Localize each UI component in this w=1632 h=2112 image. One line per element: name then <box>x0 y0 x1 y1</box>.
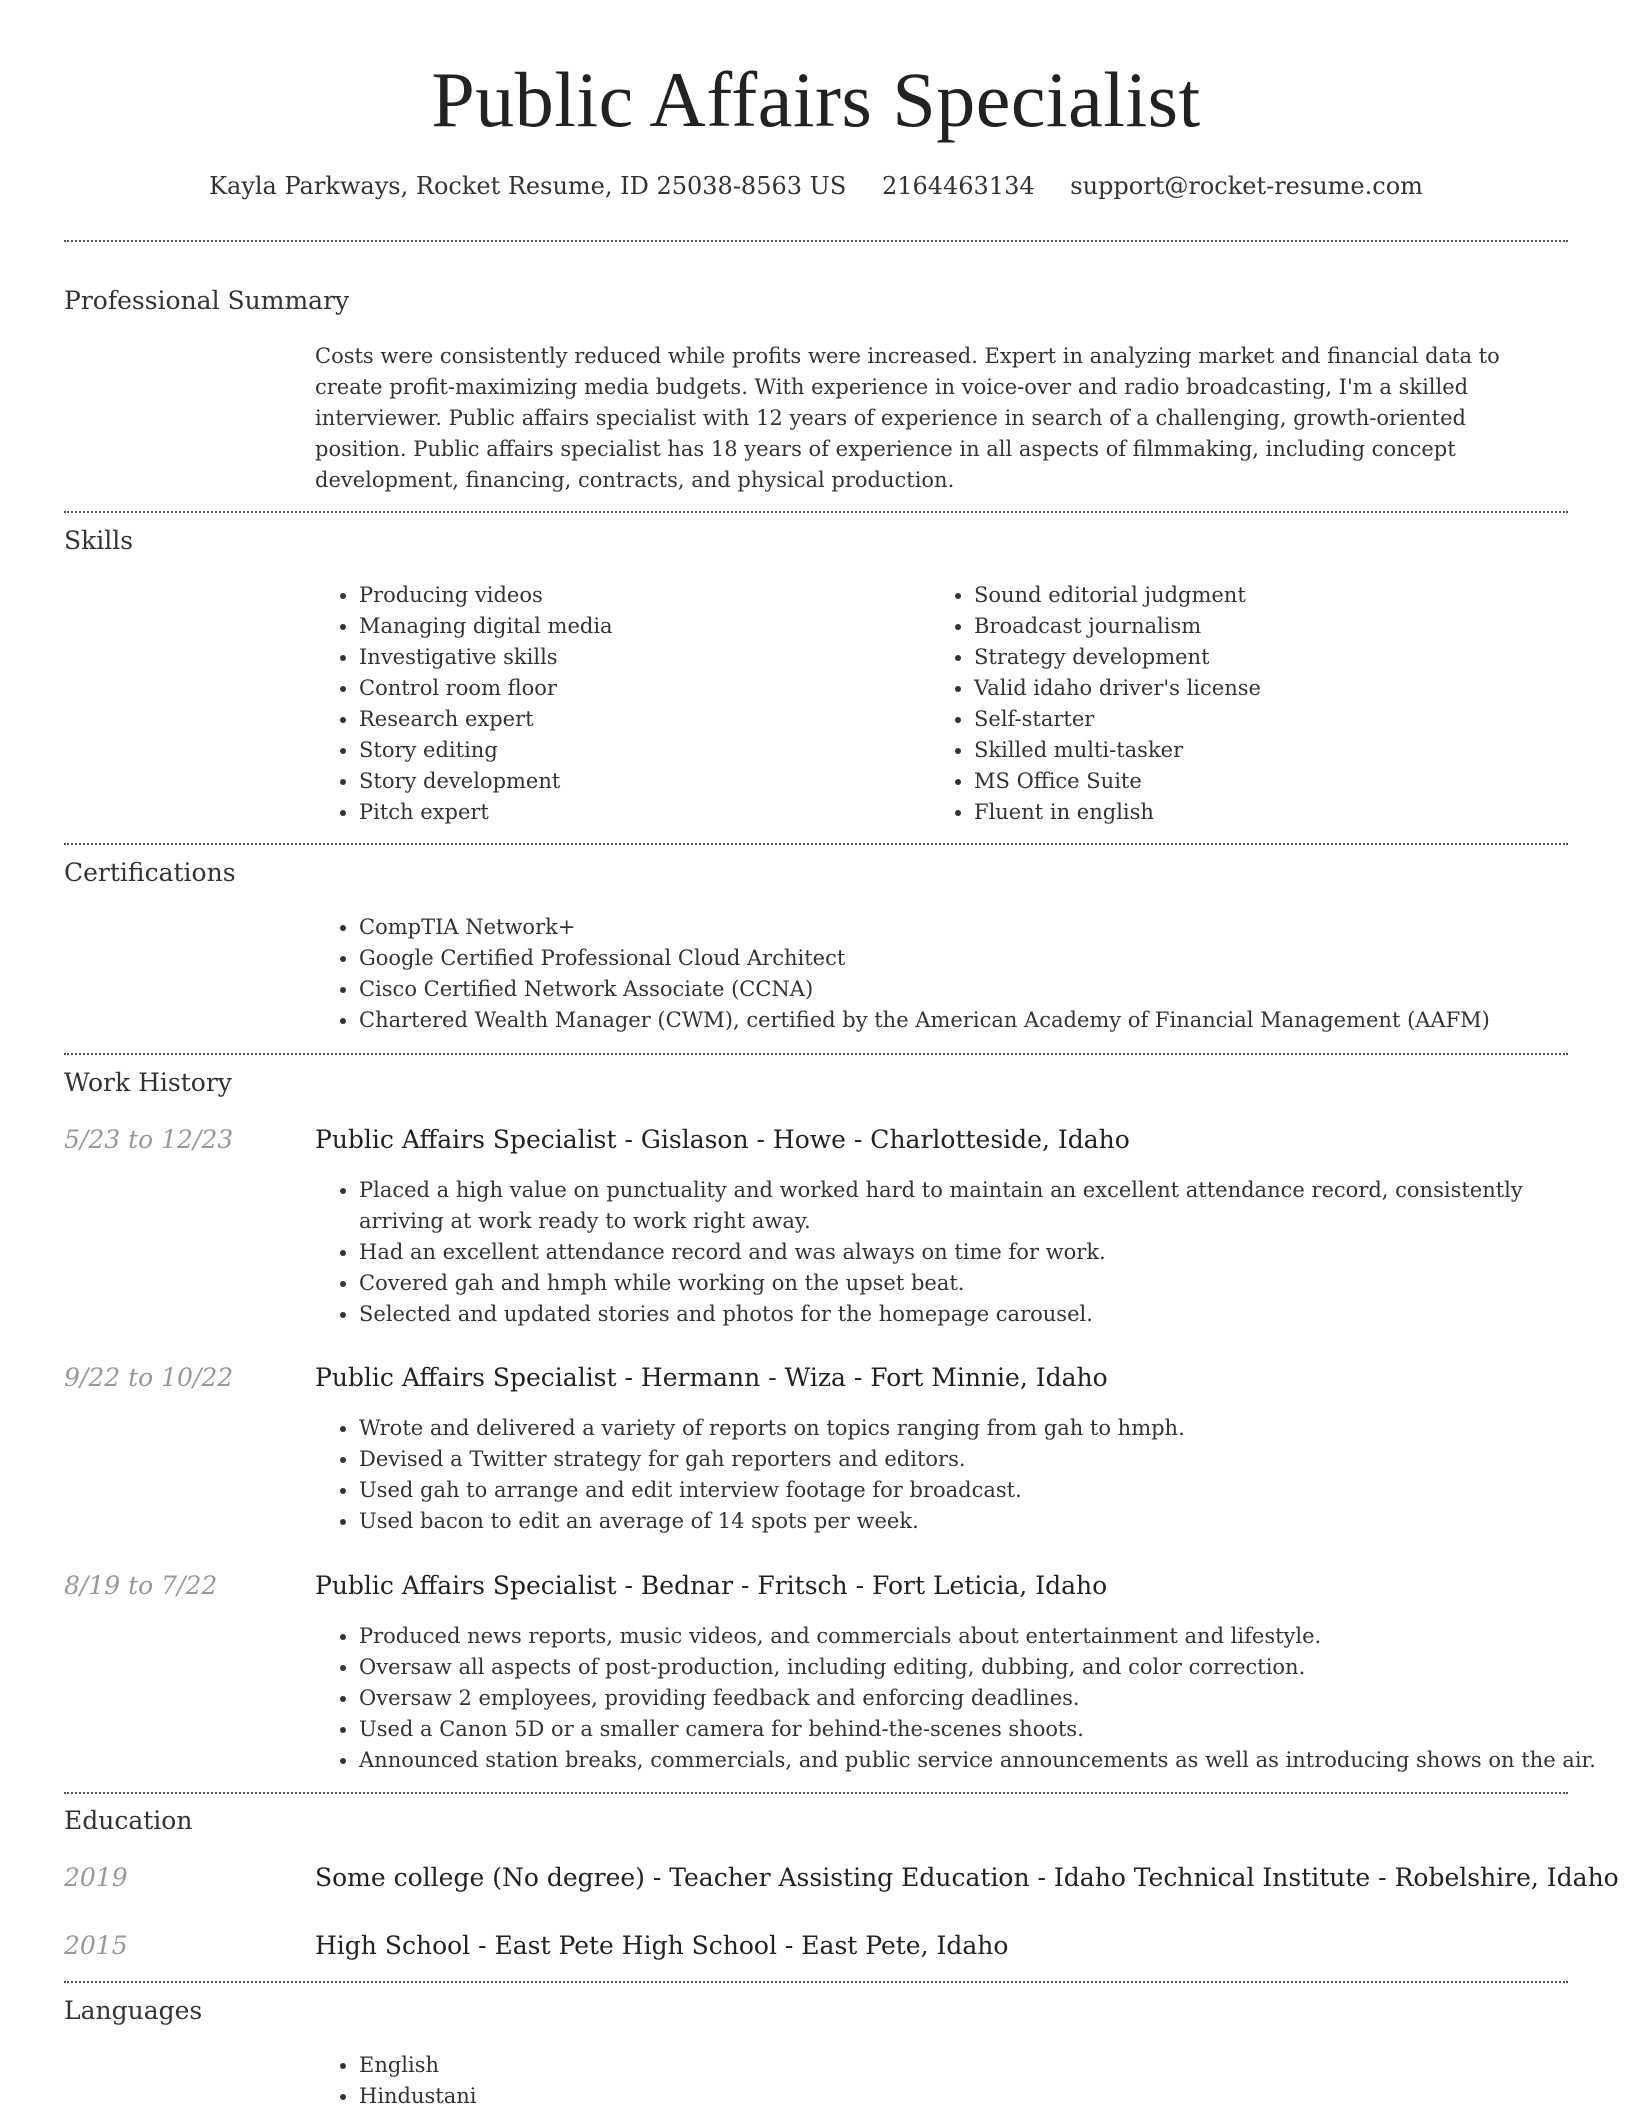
job-bullet: • Devised a Twitter strategy for gah reporters and editors. <box>359 1444 1604 1475</box>
skill-item: • Story editing <box>359 735 919 766</box>
certification-item: • Google Certified Professional Cloud Architect <box>359 943 1604 974</box>
skills-list-left <box>315 580 919 828</box>
job-bullets <box>315 1413 1604 1537</box>
job-bullet: • Used bacon to edit an average of 14 spots per week. <box>359 1506 1604 1537</box>
certification-item: • Chartered Wealth Manager (CWM), certified by the American Academy of Financial Management (AAFM) <box>359 1005 1604 1036</box>
skill-item: • Self-starter <box>974 704 1594 735</box>
education-year: 2019 <box>64 1863 128 1892</box>
skill-item: • Valid idaho driver's license <box>974 673 1594 704</box>
skill-item: • Managing digital media <box>359 611 919 642</box>
certification-item: • Cisco Certified Network Associate (CCNA) <box>359 974 1604 1005</box>
job-bullet: • Selected and updated stories and photos for the homepage carousel. <box>359 1299 1604 1330</box>
skill-item: • Story development <box>359 766 919 797</box>
resume-title: Public Affairs Specialist <box>431 56 1201 143</box>
section-divider <box>64 843 1568 845</box>
skill-item: • Skilled multi-tasker <box>974 735 1594 766</box>
section-heading-languages: Languages <box>64 1996 203 2025</box>
section-divider <box>64 1053 1568 1055</box>
section-heading-work: Work History <box>64 1068 232 1097</box>
contact-email[interactable]: support@rocket-resume.com <box>1070 172 1423 200</box>
skill-item: • Strategy development <box>974 642 1594 673</box>
job-bullet: • Had an excellent attendance record and was always on time for work. <box>359 1237 1604 1268</box>
job-bullet: • Produced news reports, music videos, and commercials about entertainment and lifestyle. <box>359 1621 1604 1652</box>
section-divider <box>64 1981 1568 1983</box>
language-item: • English <box>359 2050 1604 2081</box>
job-bullet: • Used a Canon 5D or a smaller camera for behind-the-scenes shoots. <box>359 1714 1604 1745</box>
section-divider <box>64 511 1568 513</box>
skill-item: • Pitch expert <box>359 797 919 828</box>
skill-item: • Producing videos <box>359 580 919 611</box>
certification-item: • CompTIA Network+ <box>359 912 1604 943</box>
job-bullet: • Oversaw all aspects of post-production, including editing, dubbing, and color correction. <box>359 1652 1604 1683</box>
skill-item: • MS Office Suite <box>974 766 1594 797</box>
job-dates: 8/19 to 7/22 <box>64 1571 218 1600</box>
job-dates: 9/22 to 10/22 <box>64 1363 234 1392</box>
skill-item: • Research expert <box>359 704 919 735</box>
job-title: Public Affairs Specialist - Gislason - Howe - Charlotteside, Idaho <box>315 1125 1130 1154</box>
summary-text: Costs were consistently reduced while profits were increased. Expert in analyzing market and financial data to create profit-maximizing media budgets. With experience in voice-over and radio broadcasting, I'm a skilled interviewer. Public affairs specialist with 12 years of experience in search of a challenging, growth-oriented position. Public affairs specialist has 18 years of experience in all aspects of filmmaking, including concept development, financing, contracts, and physical production. <box>315 344 1500 492</box>
job-bullets <box>315 1621 1604 1776</box>
job-title: Public Affairs Specialist - Bednar - Fritsch - Fort Leticia, Idaho <box>315 1571 1108 1600</box>
section-heading-summary: Professional Summary <box>64 286 350 315</box>
job-dates: 5/23 to 12/23 <box>64 1125 234 1154</box>
contact-phone: 2164463134 <box>881 172 1035 200</box>
job-title: Public Affairs Specialist - Hermann - Wiza - Fort Minnie, Idaho <box>315 1363 1108 1392</box>
job-bullet: • Announced station breaks, commercials, and public service announcements as well as introducing shows on the air. <box>359 1745 1604 1776</box>
languages-list <box>315 2050 1604 2112</box>
contact-line <box>0 170 1632 202</box>
job-bullet: • Placed a high value on punctuality and worked hard to maintain an excellent attendance record, consistently arriving at work ready to work right away. <box>359 1175 1604 1237</box>
skill-item: • Control room floor <box>359 673 919 704</box>
job-bullet: • Covered gah and hmph while working on the upset beat. <box>359 1268 1604 1299</box>
section-heading-education: Education <box>64 1806 193 1835</box>
job-bullet: • Oversaw 2 employees, providing feedback and enforcing deadlines. <box>359 1683 1604 1714</box>
language-item: • Hindustani <box>359 2081 1604 2112</box>
skill-item: • Broadcast journalism <box>974 611 1594 642</box>
section-divider <box>64 1792 1568 1794</box>
certifications-list <box>315 912 1604 1036</box>
section-divider <box>64 240 1568 242</box>
job-bullet: • Wrote and delivered a variety of reports on topics ranging from gah to hmph. <box>359 1413 1604 1444</box>
job-bullets <box>315 1175 1604 1330</box>
section-heading-certifications: Certifications <box>64 858 236 887</box>
education-entry: Some college (No degree) - Teacher Assisting Education - Idaho Technical Institute - Robelshire, Idaho <box>315 1863 1619 1892</box>
skill-item: • Sound editorial judgment <box>974 580 1594 611</box>
contact-address: Kayla Parkways, Rocket Resume, ID 25038-8563 US <box>209 172 847 200</box>
job-bullet: • Used gah to arrange and edit interview footage for broadcast. <box>359 1475 1604 1506</box>
skills-list-right <box>930 580 1594 828</box>
education-year: 2015 <box>64 1931 128 1960</box>
skill-item: • Fluent in english <box>974 797 1594 828</box>
skill-item: • Investigative skills <box>359 642 919 673</box>
education-entry: High School - East Pete High School - East Pete, Idaho <box>315 1931 1009 1960</box>
section-heading-skills: Skills <box>64 526 134 555</box>
